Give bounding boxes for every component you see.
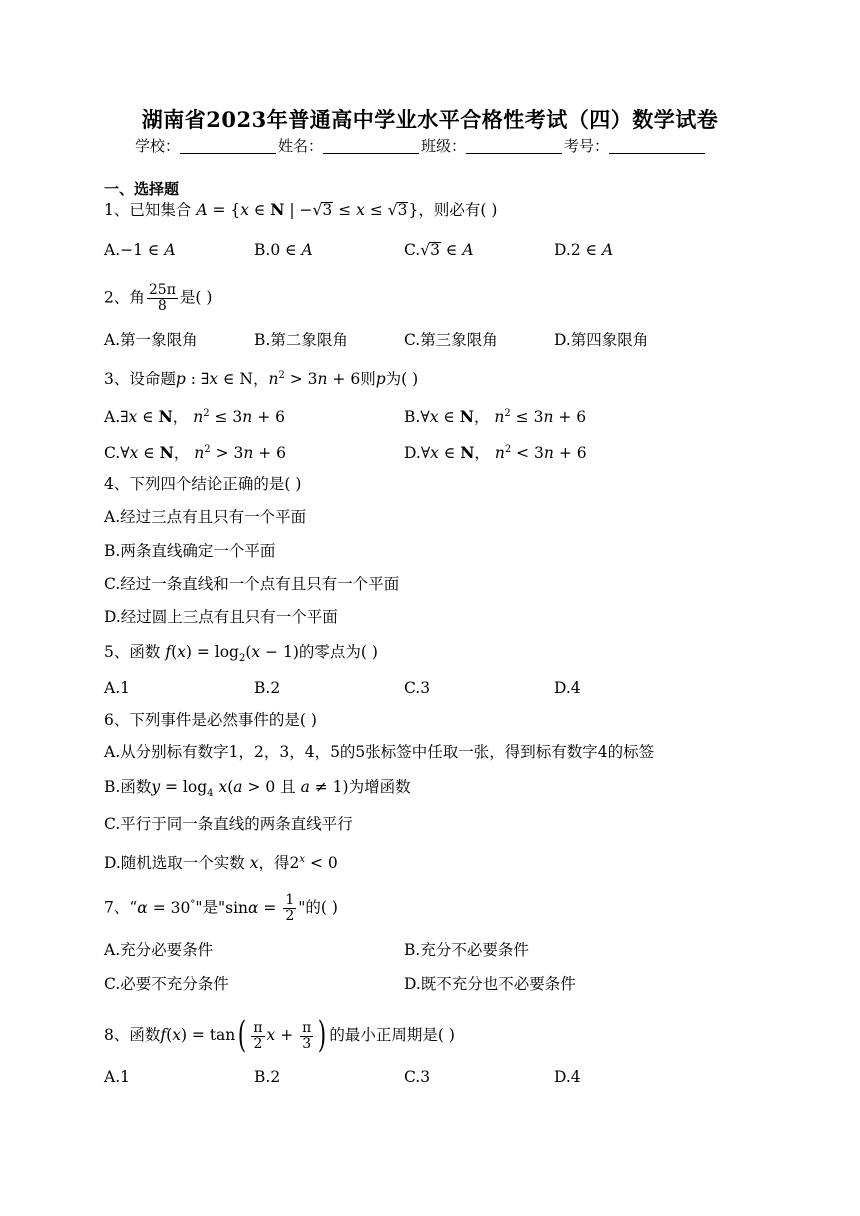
option-b[interactable]: B.第二象限角: [254, 331, 348, 349]
question-6: 6、下列事件是必然事件的是( ): [104, 711, 317, 729]
option-d[interactable]: D.2 ∈ A: [554, 241, 614, 259]
option-d[interactable]: D.4: [554, 679, 581, 697]
name-label: 姓名：: [278, 137, 324, 155]
question-label: 3、设命题: [104, 370, 176, 389]
option-c[interactable]: C.∀x ∈ N， $n^2 > 3n + 6$: [104, 443, 287, 463]
option-b[interactable]: B.充分不必要条件: [404, 941, 529, 959]
math-formula: p : ∃x ∈ N，$n^2 > 3n + 6$: [175, 370, 361, 389]
student-info-line: [135, 135, 707, 156]
class-blank[interactable]: [466, 139, 562, 154]
option-a[interactable]: A.第一象限角: [104, 331, 198, 349]
question-label: 8、函数: [104, 1026, 161, 1044]
option-c[interactable]: C.必要不充分条件: [104, 975, 229, 993]
option-b[interactable]: B.函数$y = \log_4 x(a > 0$ 且 a ≠ 1)为增函数: [104, 778, 411, 800]
option-c[interactable]: C.经过一条直线和一个点有且只有一个平面: [104, 575, 400, 593]
class-label: 班级：: [421, 137, 467, 155]
question-5: [104, 642, 378, 669]
name-blank[interactable]: [323, 139, 419, 154]
number-label: 考号：: [564, 137, 610, 155]
question-7: 7、“α = 30°"是"sinα = $\frac{1}{2}$ "的( ): [104, 892, 338, 924]
option-a[interactable]: A.经过三点有且只有一个平面: [104, 508, 307, 526]
option-a[interactable]: A.从分别标有数字1，2，3，4，5的5张标签中任取一张，得到标有数字4的标签: [104, 743, 655, 761]
option-a[interactable]: A.1: [104, 1068, 130, 1086]
option-c[interactable]: C.平行于同一条直线的两条直线平行: [104, 815, 353, 833]
option-b[interactable]: B.2: [254, 1068, 281, 1086]
option-d[interactable]: D.4: [554, 1068, 581, 1086]
question-tail: 的( ): [305, 898, 338, 917]
option-a[interactable]: A.∃x ∈ N， $n^2 \le 3n + 6$: [104, 407, 285, 427]
question-label: 2、角: [104, 288, 145, 307]
question-tail: ，则必有( ): [418, 201, 498, 219]
question-3: 3、设命题p : ∃x ∈ N，$n^2 > 3n + 6$则p为( ): [104, 370, 419, 389]
question-1: [104, 200, 497, 220]
option-a[interactable]: A.充分必要条件: [104, 941, 214, 959]
option-d[interactable]: D.随机选取一个实数 x，得$2^x < 0$: [104, 854, 338, 873]
school-blank[interactable]: [180, 139, 276, 154]
question-tail: 的零点为( ): [298, 643, 378, 661]
question-label: 7、“: [104, 898, 138, 917]
option-a[interactable]: A.1: [104, 679, 130, 697]
option-b[interactable]: B.两条直线确定一个平面: [104, 542, 276, 560]
math-formula: f(x) = tan( $\frac{\pi}{2}$ x + $\frac{\pi}{3}$ ): [160, 1015, 327, 1056]
question-tail: 的最小正周期是( ): [329, 1026, 455, 1044]
math-fraction: $\frac{25\pi}{8}$: [148, 282, 176, 314]
question-label: 1、已知集合: [104, 201, 192, 219]
math-formula: A = {x ∈ N | −√3 ≤ x ≤ √3}: [196, 200, 419, 219]
option-b[interactable]: B.2: [254, 679, 281, 697]
option-c[interactable]: C.√3 ∈ A: [404, 241, 474, 259]
page-title: 湖南省2023年普通高中学业水平合格性考试（四）数学试卷: [141, 107, 719, 132]
option-d[interactable]: D.既不充分也不必要条件: [404, 975, 576, 993]
math-formula: $f(x) = \log_2(x - 1)$: [165, 643, 299, 665]
math-formula: α = 30°: [137, 898, 196, 917]
math-formula: sinα = $\frac{1}{2}$: [225, 892, 295, 924]
option-d[interactable]: D.∀x ∈ N， $n^2 < 3n + 6$: [404, 443, 587, 463]
option-c[interactable]: C.3: [404, 679, 431, 697]
number-blank[interactable]: [609, 139, 705, 154]
question-2: [104, 283, 212, 314]
option-c[interactable]: C.3: [404, 1068, 431, 1086]
option-a[interactable]: A.−1 ∈ A: [104, 241, 176, 259]
question-8: [104, 1015, 455, 1056]
section-heading: 一、选择题: [104, 180, 180, 198]
school-label: 学校：: [135, 137, 181, 155]
option-c[interactable]: C.第三象限角: [404, 331, 498, 349]
question-label: 5、函数: [104, 643, 161, 661]
option-d[interactable]: D.经过圆上三点有且只有一个平面: [104, 608, 338, 626]
question-tail: 是( ): [179, 288, 213, 307]
option-b[interactable]: B.0 ∈ A: [254, 241, 313, 259]
option-b[interactable]: B.∀x ∈ N， $n^2 \le 3n + 6$: [404, 407, 587, 427]
question-4: 4、下列四个结论正确的是( ): [104, 475, 302, 493]
option-d[interactable]: D.第四象限角: [554, 331, 649, 349]
